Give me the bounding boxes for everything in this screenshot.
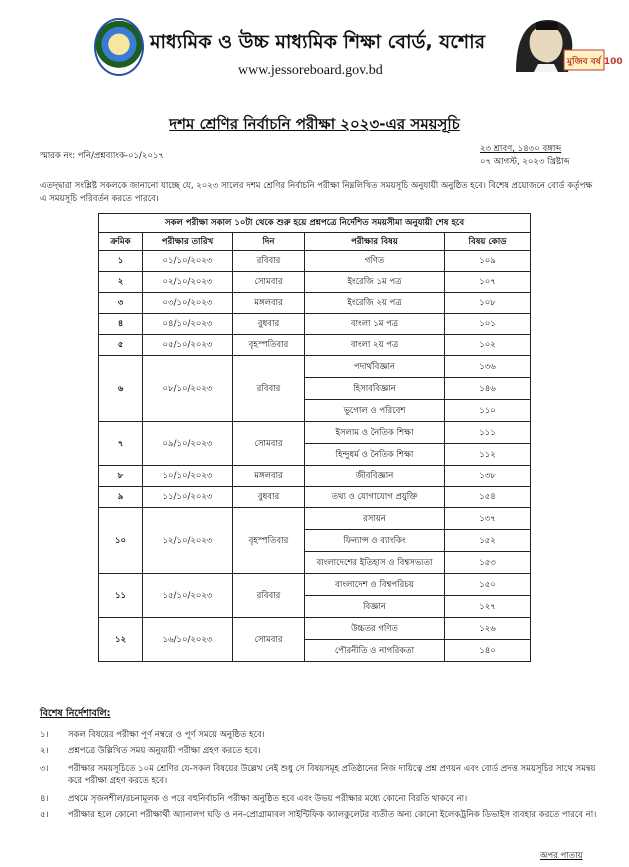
- notice-title: দশম শ্রেণির নির্বাচনি পরীক্ষা ২০২৩-এর সময়সূচি: [169, 115, 460, 133]
- cell-subject: তথ্য ও যোগাযোগ প্রযুক্তি: [305, 487, 445, 508]
- cell-subject: বাংলাদেশ ও বিশ্বপরিচয়: [305, 574, 445, 596]
- cell-code: ১৩৭: [445, 508, 531, 530]
- cell-day: বুধবার: [233, 314, 305, 335]
- table-row: [99, 618, 531, 640]
- cell-subject: বিজ্ঞান: [305, 596, 445, 618]
- cell-subject: পদার্থবিজ্ঞান: [305, 356, 445, 378]
- cell-code: ১৫২: [445, 530, 531, 552]
- cell-code: ১০৯: [445, 251, 531, 272]
- cell-date: ০৪/১০/২০২৩: [143, 314, 233, 335]
- cell-code: ১৪৬: [445, 378, 531, 400]
- instruction-item: [40, 809, 600, 833]
- board-name: মাধ্যমিক ও উচ্চ মাধ্যমিক শিক্ষা বোর্ড, যশোর: [150, 31, 486, 53]
- instruction-text: প্রশ্নপত্রে উল্লিখিত সময় অনুযায়ী পরীক্ষা গ্রহণ করতে হবে।: [68, 746, 261, 756]
- cell-serial: ১০: [99, 508, 143, 574]
- cell-day: মঙ্গলবার: [233, 293, 305, 314]
- cell-subject: বাংলাদেশের ইতিহাস ও বিশ্বসভ্যতা: [305, 552, 445, 574]
- table-header-row: [99, 233, 531, 251]
- cell-date: ০৫/১০/২০২৩: [143, 335, 233, 356]
- exam-schedule-table: [98, 213, 531, 662]
- table-row: [99, 466, 531, 487]
- cell-subject: ইসলাম ও নৈতিক শিক্ষা: [305, 422, 445, 444]
- table-row: [99, 487, 531, 508]
- cell-serial: ৪: [99, 314, 143, 335]
- cell-day: বৃহস্পতিবার: [233, 508, 305, 574]
- cell-date: ১০/১০/২০২৩: [143, 466, 233, 487]
- cell-subject: উচ্চতর গণিত: [305, 618, 445, 640]
- svg-text:মুজিব বর্ষ 100: মুজিব বর্ষ 100: [567, 57, 623, 67]
- cell-date: ১৬/১০/২০২৩: [143, 618, 233, 662]
- cell-day: সোমবার: [233, 422, 305, 466]
- cell-date: ০২/১০/২০২৩: [143, 272, 233, 293]
- cell-date: ০৯/১০/২০২৩: [143, 422, 233, 466]
- cell-code: ১৪০: [445, 640, 531, 662]
- cell-subject: হিসাববিজ্ঞান: [305, 378, 445, 400]
- table-row: [99, 508, 531, 530]
- table-row: [99, 272, 531, 293]
- cell-date: ০১/১০/২০২৩: [143, 251, 233, 272]
- cell-code: ১৫৪: [445, 487, 531, 508]
- header-serial: ক্রমিক: [99, 233, 143, 251]
- cell-subject: ফিন্যান্স ও ব্যাংকিং: [305, 530, 445, 552]
- cell-day: বৃহস্পতিবার: [233, 335, 305, 356]
- cell-code: ১১০: [445, 400, 531, 422]
- cell-code: ১১১: [445, 422, 531, 444]
- cell-date: ১১/১০/২০২৩: [143, 487, 233, 508]
- cell-day: রবিবার: [233, 574, 305, 618]
- cell-code: ১৩৮: [445, 466, 531, 487]
- header-code: বিষয় কোড: [445, 233, 531, 251]
- board-logo: [94, 18, 144, 76]
- instruction-number: ৪।: [40, 794, 49, 804]
- cell-day: বুধবার: [233, 487, 305, 508]
- cell-code: ১০৭: [445, 272, 531, 293]
- instruction-item: [40, 763, 600, 787]
- instruction-item: [40, 729, 600, 741]
- website-url[interactable]: www.jessoreboard.gov.bd: [238, 63, 383, 78]
- table-row: [99, 335, 531, 356]
- instruction-text: পরীক্ষার সময়সূচিতে ১০ম শ্রেণির যে-সকল বিষয়ের উল্লেখ নেই শুধু সে বিষয়সমূহ প্রতিষ্ঠানের নিজ দায়িত্বে প্রশ্ন প্রণয়ন এবং বোর্ড প্রদত্ত সময়সূচির সাথে সমন্বয় করে পরীক্ষা গ্রহণ করতে হবে।: [68, 764, 596, 786]
- cell-subject: জীববিজ্ঞান: [305, 466, 445, 487]
- cell-day: রবিবার: [233, 251, 305, 272]
- instruction-text: সকল বিষয়ের পরীক্ষা পূর্ণ নম্বরে ও পূর্ণ সময়ে অনুষ্ঠিত হবে।: [68, 730, 265, 740]
- cell-day: সোমবার: [233, 272, 305, 293]
- cell-code: ১১২: [445, 444, 531, 466]
- cell-code: ১০১: [445, 314, 531, 335]
- cell-code: ১৫৩: [445, 552, 531, 574]
- cell-serial: ৬: [99, 356, 143, 422]
- intro-paragraph: এতদ্দ্বারা সংশ্লিষ্ট সকলকে জানানো যাচ্ছে যে, ২০২৩ সালের দশম শ্রেণির নির্বাচনি পরীক্ষা নিম্নলিখিত সময়সূচি অনুযায়ী অনুষ্ঠিত হবে। বিশেষ প্রয়োজনে বোর্ড কর্তৃপক্ষ এ সময়সূচি পরিবর্তন করতে পারবে।: [40, 181, 593, 204]
- cell-date: ১২/১০/২০২৩: [143, 508, 233, 574]
- table-row: [99, 422, 531, 444]
- cell-serial: ১১: [99, 574, 143, 618]
- instruction-number: ৫।: [40, 810, 49, 820]
- cell-subject: হিন্দুধর্ম ও নৈতিক শিক্ষা: [305, 444, 445, 466]
- continued-next-page: অপর পাতায়: [540, 851, 583, 861]
- header-date: পরীক্ষার তারিখ: [143, 233, 233, 251]
- cell-subject: ইংরেজি ২য় পত্র: [305, 293, 445, 314]
- cell-serial: ৫: [99, 335, 143, 356]
- instruction-text: পরীক্ষার হলে কোনো পরীক্ষার্থী অ্যানালগ ঘড়ি ও নন-প্রোগ্রামাবল সাইন্টিফিক ক্যালকুলেটর ব্যতীত অন্য কোনো ইলেকট্রনিক ডিভাইস ব্যবহার করতে পারবে না।: [68, 810, 597, 820]
- cell-day: সোমবার: [233, 618, 305, 662]
- table-banner-row: [99, 214, 531, 233]
- reference-number: স্মারক নং: পনি/প্রশ্নব্যাংক-০১/২০১৭: [40, 151, 164, 161]
- cell-code: ১৫০: [445, 574, 531, 596]
- cell-serial: ১২: [99, 618, 143, 662]
- cell-code: ১২৬: [445, 618, 531, 640]
- instruction-number: ৩।: [40, 764, 49, 774]
- cell-serial: ৭: [99, 422, 143, 466]
- cell-serial: ৯: [99, 487, 143, 508]
- cell-date: ০৩/১০/২০২৩: [143, 293, 233, 314]
- instruction-number: ২।: [40, 746, 49, 756]
- date-english: ০৭ আগস্ট, ২০২৩ খ্রিষ্টাব্দ: [480, 157, 570, 167]
- cell-subject: ইংরেজি ১ম পত্র: [305, 272, 445, 293]
- cell-subject: ভূগোল ও পরিবেশ: [305, 400, 445, 422]
- cell-serial: ৮: [99, 466, 143, 487]
- cell-day: রবিবার: [233, 356, 305, 422]
- instruction-item: [40, 745, 600, 757]
- cell-serial: ২: [99, 272, 143, 293]
- cell-day: মঙ্গলবার: [233, 466, 305, 487]
- cell-serial: ৩: [99, 293, 143, 314]
- table-row: [99, 574, 531, 596]
- cell-subject: বাংলা ২য় পত্র: [305, 335, 445, 356]
- cell-subject: বাংলা ১ম পত্র: [305, 314, 445, 335]
- timing-banner: সকল পরীক্ষা সকাল ১০টা থেকে শুরু হয়ে প্রশ্নপত্রে নির্দেশিত সময়সীমা অনুযায়ী শেষ হবে: [99, 214, 531, 233]
- date-bangla: ২৩ শ্রাবণ, ১৪৩০ বঙ্গাব্দ: [480, 144, 562, 154]
- table-row: [99, 314, 531, 335]
- instruction-item: [40, 793, 600, 805]
- cell-subject: গণিত: [305, 251, 445, 272]
- cell-serial: ১: [99, 251, 143, 272]
- header-day: দিন: [233, 233, 305, 251]
- cell-subject: পৌরনীতি ও নাগরিকতা: [305, 640, 445, 662]
- cell-code: ১০৮: [445, 293, 531, 314]
- cell-subject: রসায়ন: [305, 508, 445, 530]
- instructions-heading: বিশেষ নির্দেশাবলি:: [40, 708, 111, 719]
- cell-code: ১০২: [445, 335, 531, 356]
- header-subject: পরীক্ষার বিষয়: [305, 233, 445, 251]
- instruction-number: ১।: [40, 730, 49, 740]
- cell-date: ১৫/১০/২০২৩: [143, 574, 233, 618]
- cell-code: ১২৭: [445, 596, 531, 618]
- cell-code: ১৩৬: [445, 356, 531, 378]
- table-row: [99, 293, 531, 314]
- table-row: [99, 251, 531, 272]
- cell-date: ০৮/১০/২০২৩: [143, 356, 233, 422]
- mujib-borsho-logo: [508, 14, 623, 76]
- instruction-text: প্রথমে সৃজনশীল/রচনামূলক ও পরে বহুনির্বাচনি পরীক্ষা অনুষ্ঠিত হবে এবং উভয় পরীক্ষার মধ্যে কোনো বিরতি থাকবে না।: [68, 794, 468, 804]
- table-row: [99, 356, 531, 378]
